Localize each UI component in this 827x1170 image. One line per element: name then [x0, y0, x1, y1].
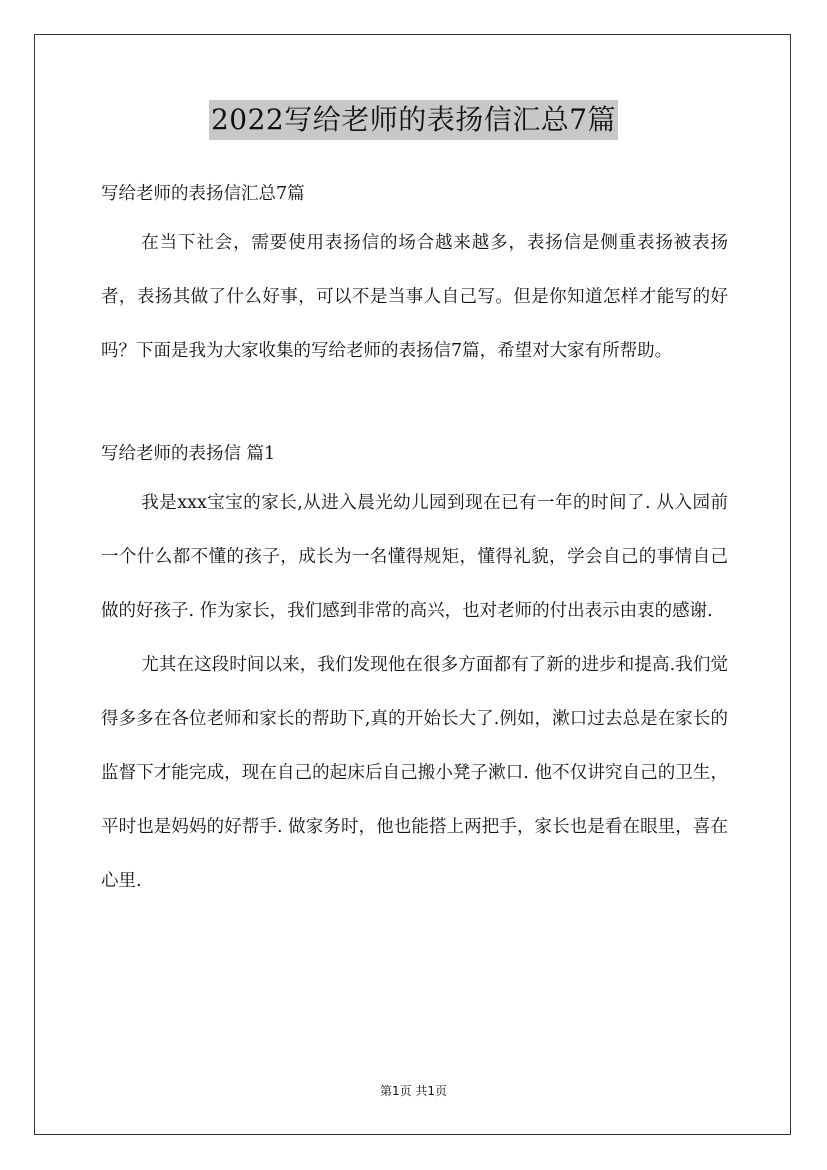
body-paragraph-2: 尤其在这段时间以来，我们发现他在很多方面都有了新的进步和提高.我们觉得多多在各位老师和家长的帮助下,真的开始长大了.例如，漱口过去总是在家长的监督下才能完成，现在自己的起床后自己搬小凳子漱口. 他不仅讲究自己的卫生，平时也是妈妈的好帮手. 做家务时，他也能搭上两把手，家长也是看在眼里，喜在心里.	[101, 655, 728, 891]
document-subtitle: 写给老师的表扬信汇总7篇	[101, 184, 305, 204]
document-title: 2022写给老师的表扬信汇总7篇	[209, 100, 618, 140]
section-spacer	[101, 378, 728, 432]
body-paragraph-1: 我是xxx宝宝的家长,从进入晨光幼儿园到现在已有一年的时间了. 从入园前一个什么都不懂的孩子，成长为一名懂得规矩，懂得礼貌，学会自己的事情自己做的好孩子. 作为家长，我们感到非常的高兴，也对老师的付出表示由衷的感谢.	[101, 493, 728, 621]
section-heading: 写给老师的表扬信 篇1	[101, 444, 276, 464]
page-footer: 第1页 共1页	[379, 1084, 448, 1098]
title-container	[0, 100, 827, 140]
intro-paragraph: 在当下社会，需要使用表扬信的场合越来越多，表扬信是侧重表扬被表扬者，表扬其做了什么好事，可以不是当事人自己写。但是你知道怎样才能写的好吗？下面是我为大家收集的写给老师的表扬信7篇，希望对大家有所帮助。	[101, 233, 728, 361]
document-body	[101, 172, 728, 908]
